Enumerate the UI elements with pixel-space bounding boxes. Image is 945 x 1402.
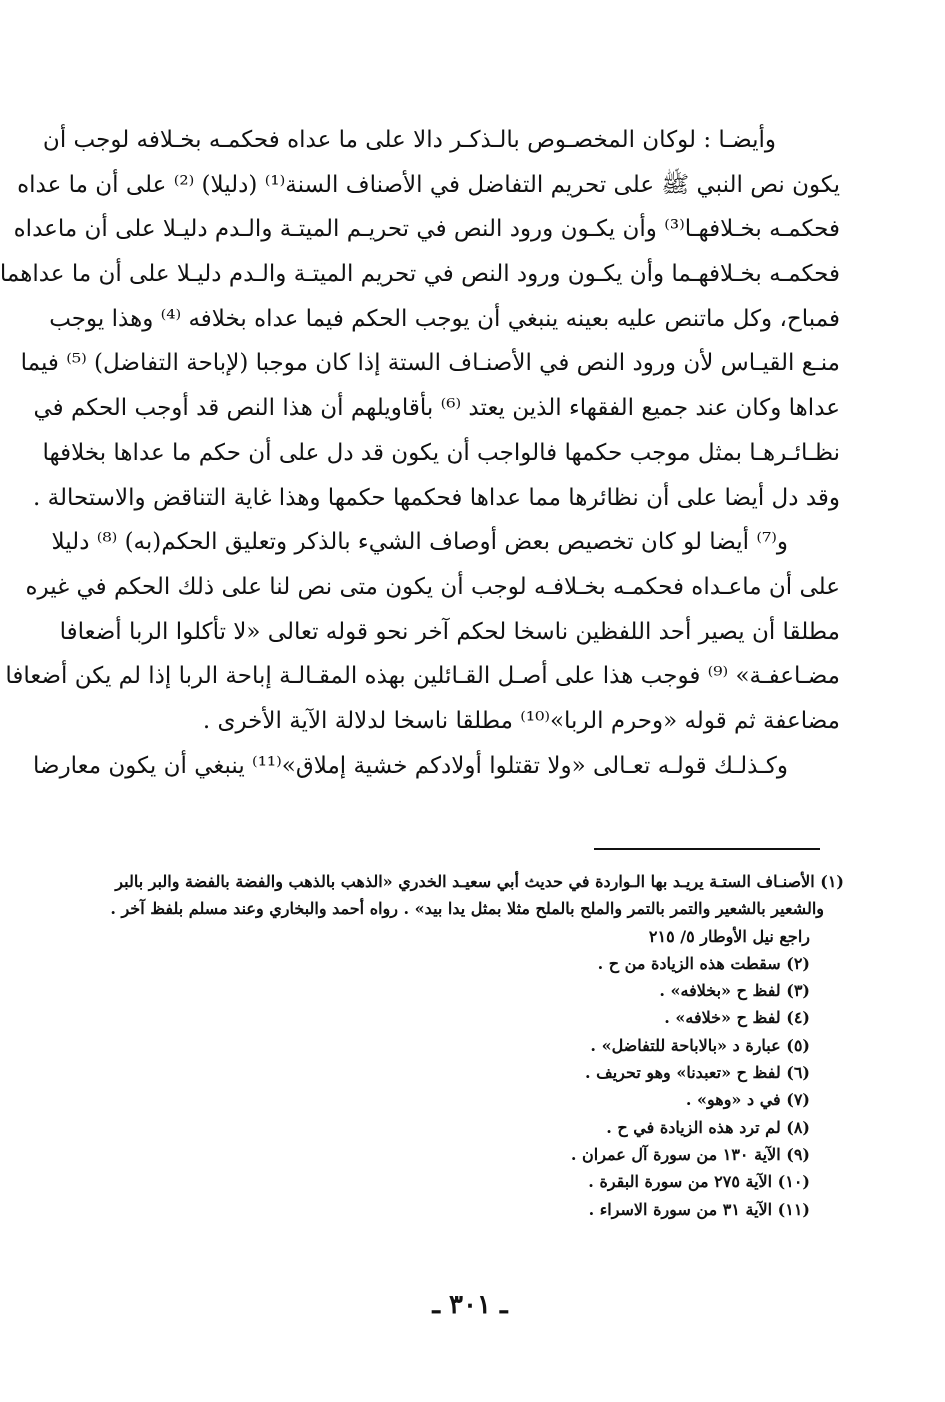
text-line: على أن ماعـداه فحكمـه بخـلافـه لوجب أن يكون متى نص لنا على ذلك الحكم في غيره bbox=[25, 573, 840, 600]
footnote: (٢) سقطت هذه الزيادة من ح . bbox=[597, 953, 810, 973]
text-line: فحكمـه بخـلافهـا⁽³⁾ وأن يكـون ورود النص في تحريـم الميتـة والـدم دليـلا على أن ماعداه bbox=[13, 216, 840, 243]
text-line: نظـائـرهـا بمثل موجب حكمها فالواجب أن يكون قد دل على أن حكم ما عداها بخلافها bbox=[42, 439, 840, 466]
footnote: (٧) في د «وهو» . bbox=[685, 1090, 810, 1110]
footnote: (٥) عبارة د «بالاباحة للتفاضل» . bbox=[590, 1035, 810, 1055]
footnote: (٦) لفظ ح «تعبدنا» وهو تحريف . bbox=[585, 1063, 810, 1083]
footnote: راجع نيل الأوطار ٥/ ٢١٥ bbox=[648, 926, 810, 946]
text-line: و⁽⁷⁾ أيضا لو كان تخصيص بعض أوصاف الشيء بالذكر وتعليق الحكم(به) ⁽⁸⁾ دليلا bbox=[51, 529, 788, 556]
text-line: وأيضـا : لوكان المخصـوص بالـذكـر دالا على ما عداه فحكمـه بخـلافه لوجب أن bbox=[42, 127, 776, 153]
footnotes bbox=[84, 868, 844, 1223]
text-line: وكـذلـك قولـه تعـالى «ولا تقتلوا أولادكم خشية إملاق»⁽¹¹⁾ ينبغي أن يكون معارضا bbox=[33, 752, 788, 779]
footnote: والشعير بالشعير والتمر بالتمر والملح بالملح مثلا بمثل يدا بيد» . رواه أحمد والبخاري وعند مسلم بلفظ آخر . bbox=[110, 899, 824, 919]
footnote: (١) الأصنـاف الستـة يريـد بها الـواردة في حديث أبي سعيـد الخدري «الذهب بالذهب والفضة بالفضة والبر بالبر bbox=[115, 872, 844, 891]
footnote-divider bbox=[594, 848, 820, 850]
text-line: مضـاعفـة» ⁽⁹⁾ فوجب هذا على أصـل القـائلين بهذه المقـالـة إباحة الربا إذا لم يكن أضعافا bbox=[5, 663, 840, 690]
text-line: فمباح، وكل ماتنص عليه بعينه ينبغي أن يوجب الحكم فيما عداه بخلافه ⁽⁴⁾ وهذا يوجب bbox=[49, 305, 840, 332]
footnote: (١١) الآية ٣١ من سورة الاسراء . bbox=[588, 1199, 810, 1219]
footnote: (٤) لفظ ح «خلافه» . bbox=[664, 1008, 810, 1028]
footnote: (٩) الآية ١٣٠ من سورة آل عمران . bbox=[570, 1144, 810, 1164]
text-line: مضاعفة ثم قوله «وحرم الربا»⁽¹⁰⁾ مطلقا ناسخا لدلالة الآية الأخرى . bbox=[202, 707, 840, 734]
text-line: وقد دل أيضا على أن نظائرها مما عداها فحكمها حكمها وهذا غاية التناقض والاستحالة . bbox=[33, 484, 840, 511]
main-text bbox=[0, 118, 840, 788]
text-line: مطلقا أن يصير أحد اللفظين ناسخا لحكم آخر نحو قوله تعالى «لا تأكلوا الربا أضعافا bbox=[59, 618, 840, 645]
text-line: يكون نص النبي ﷺ على تحريم التفاضل في الأصناف السنة⁽¹⁾ (دليلا) ⁽²⁾ على أن ما عداه bbox=[17, 171, 840, 198]
footnote: (١٠) الآية ٢٧٥ من سورة البقرة . bbox=[588, 1172, 810, 1192]
text-line: فحكمـه بخـلافهـما وأن يكـون ورود النص في تحريم الميتـة والـدم دليـلا على أن ما عداهما bbox=[0, 261, 840, 288]
text-line: منـع القيـاس لأن ورود النص في الأصنـاف الستة إذا كان موجبا (لإباحة التفاضل) ⁽⁵⁾ فيما bbox=[20, 350, 840, 377]
footnote: (٨) لم ترد هذه الزيادة في ح . bbox=[606, 1117, 810, 1137]
text-line: عداها وكان عند جميع الفقهاء الذين يعتد ⁽⁶⁾ بأقاويلهم أن هذا النص قد أوجب الحكم في bbox=[33, 395, 840, 422]
page-number: ـ ٣٠١ ـ bbox=[432, 1290, 508, 1320]
footnote: (٣) لفظ ح «بخلافه» . bbox=[659, 981, 810, 1001]
